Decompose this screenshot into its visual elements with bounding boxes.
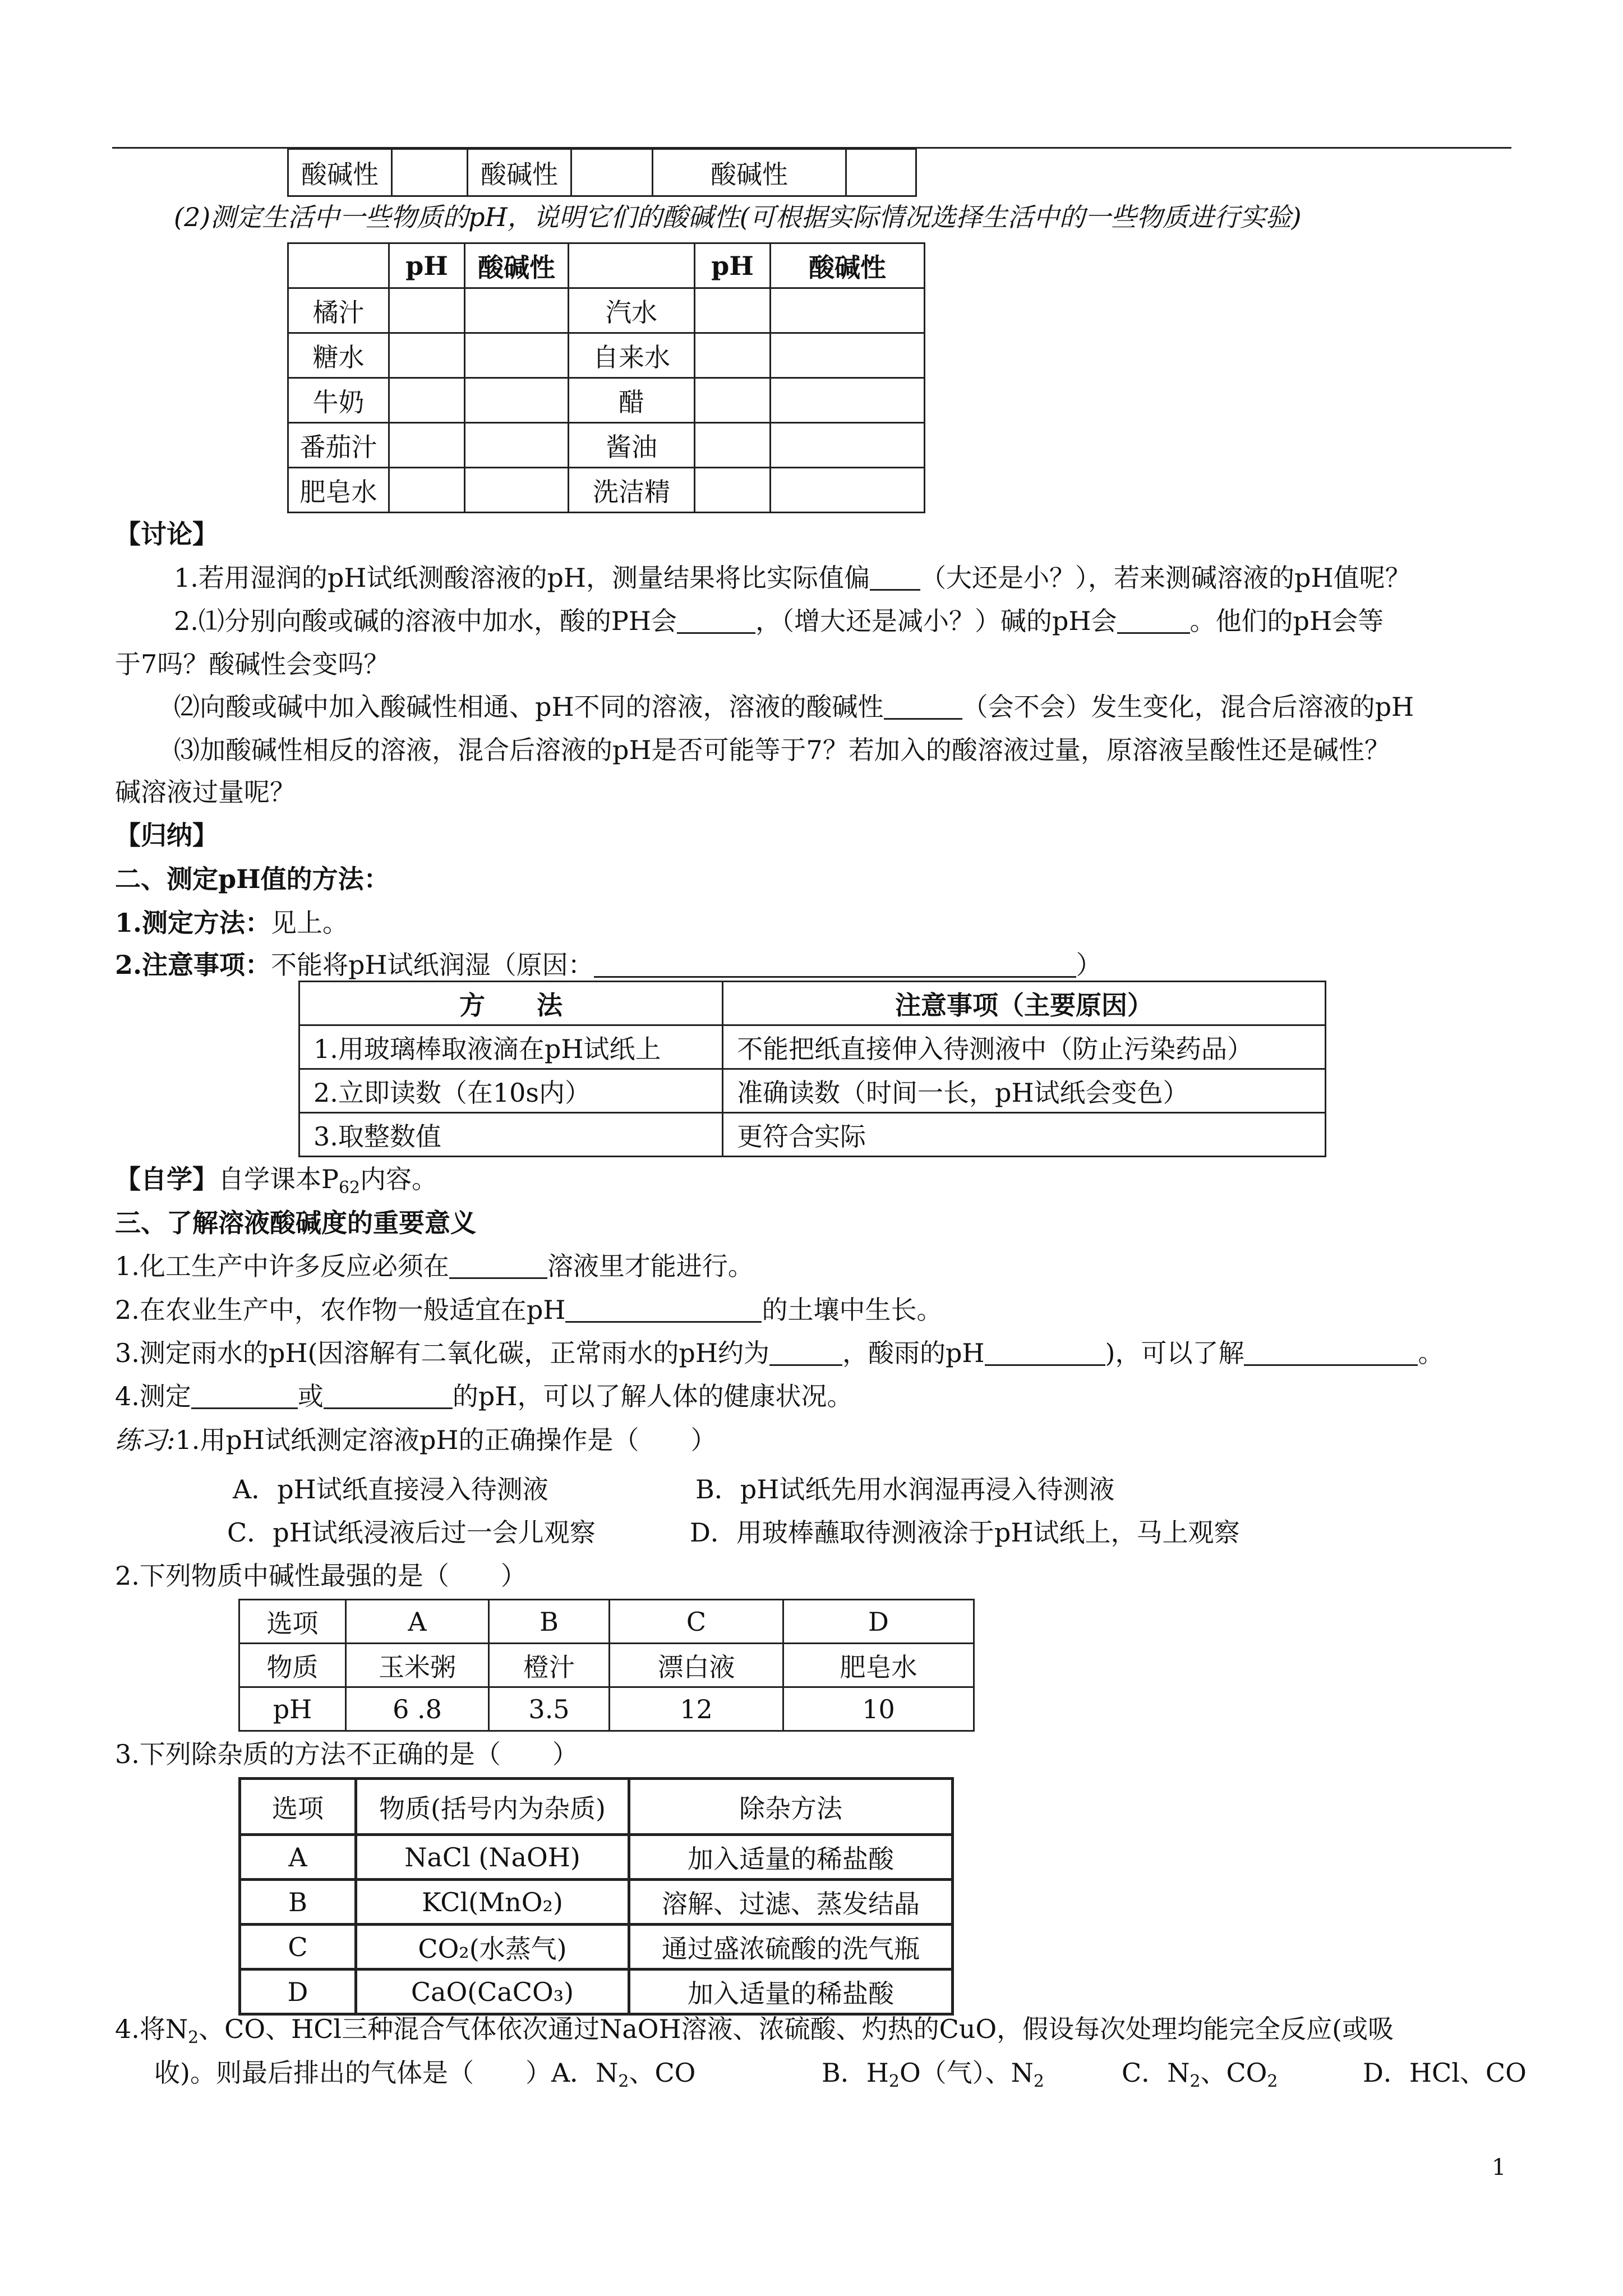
answer-blank xyxy=(884,692,962,720)
acidity-top-row xyxy=(287,148,917,197)
method-header: 方 法 xyxy=(299,982,723,1025)
discussion-q1: 1.若用湿润的pH试纸测酸溶液的pH，测量结果将比实际值偏 （大还是小？），若来测碱溶液的pH值呢？ xyxy=(174,563,1411,593)
discussion-q4: ⑶加酸碱性相反的溶液，混合后溶液的pH是否可能等于7？若加入的酸溶液过量，原溶液呈酸性还是碱性？ xyxy=(174,735,1390,765)
imp-cell: KCl(MnO₂) xyxy=(356,1880,629,1925)
life-item: 牛奶 xyxy=(288,378,389,423)
imp-cell: NaCl (NaOH) xyxy=(356,1835,629,1880)
alk-cell: C xyxy=(610,1600,783,1644)
alk-cell: 10 xyxy=(783,1687,974,1731)
imp-cell: CO₂(水蒸气) xyxy=(356,1925,629,1970)
sec3-line3: 3.测定雨水的pH(因溶解有二氧化碳，正常雨水的pH约为 ，酸雨的pH )，可以了解 。 xyxy=(115,1338,1444,1368)
alk-cell: 3.5 xyxy=(489,1687,610,1731)
discussion-q2: 2.⑴分别向酸或碱的溶液中加水，酸的PH会 ，（增大还是减小？）碱的pH会 。他们的pH会等 xyxy=(174,606,1384,636)
life-item: 酱油 xyxy=(569,423,695,468)
top-blank-1 xyxy=(392,149,468,196)
alk-cell: pH xyxy=(239,1687,346,1731)
life-item: 橘汁 xyxy=(288,288,389,333)
alk-cell: 肥皂水 xyxy=(783,1644,974,1687)
practice-q4-options: 收)。则最后排出的气体是（ ）A．$N_2$、CO xyxy=(154,2058,696,2091)
life-header-acidity: 酸碱性 xyxy=(465,243,569,288)
life-item: 汽水 xyxy=(569,288,695,333)
alk-cell: 6 .8 xyxy=(346,1687,489,1731)
summary-heading: 【归纳】 xyxy=(115,820,218,850)
practice-q4-option-c: C．$N_2$、$CO_2$ xyxy=(1122,2058,1278,2091)
method-1: 1.测定方法：见上。 xyxy=(115,908,349,938)
life-header-ph-2: pH xyxy=(695,243,771,288)
life-item: 番茄汁 xyxy=(288,423,389,468)
notes-cell: 准确读数（时间一长，pH试纸会变色） xyxy=(723,1069,1326,1113)
answer-blank xyxy=(1244,1338,1418,1366)
section3-heading: 三、了解溶液酸碱度的重要意义 xyxy=(115,1208,476,1238)
life-item: 洗洁精 xyxy=(569,468,695,513)
alk-cell: B xyxy=(489,1600,610,1644)
discussion-q4-cont: 碱溶液过量呢？ xyxy=(115,777,296,807)
imp-cell: CaO(CaCO₃) xyxy=(356,1970,629,2014)
life-header-0 xyxy=(288,243,389,288)
method-cell: 1.用玻璃棒取液滴在pH试纸上 xyxy=(299,1025,723,1069)
answer-blank xyxy=(449,1251,547,1279)
practice-q1-option-d: D．用玻棒蘸取待测液涂于pH试纸上，马上观察 xyxy=(690,1517,1240,1548)
life-item: 自来水 xyxy=(569,333,695,378)
answer-blank xyxy=(191,1382,298,1409)
top-cell-2: 酸碱性 xyxy=(468,149,571,196)
reason-blank xyxy=(594,950,1076,978)
life-substances-table xyxy=(287,242,925,513)
method-cell: 2.立即读数（在10s内） xyxy=(299,1069,723,1113)
top-cell-1: 酸碱性 xyxy=(288,149,392,196)
alk-cell: A xyxy=(346,1600,489,1644)
section2-title: (2)测定生活中一些物质的pH，说明它们的酸碱性(可根据实际情况选择生活中的一些物质进行实验) xyxy=(174,202,1302,232)
imp-header: 选项 xyxy=(240,1779,356,1835)
notes-cell: 不能把纸直接伸入待测液中（防止污染药品） xyxy=(723,1025,1326,1069)
discussion-q2-cont: 于7吗？酸碱性会变吗？ xyxy=(115,649,390,679)
practice-q3: 3.下列除杂质的方法不正确的是（ ） xyxy=(115,1739,578,1769)
life-item: 醋 xyxy=(569,378,695,423)
practice-q2: 2.下列物质中碱性最强的是（ ） xyxy=(115,1561,527,1591)
imp-cell: D xyxy=(240,1970,356,2014)
method-cell: 3.取整数值 xyxy=(299,1113,723,1157)
sec3-line4: 4.测定 或 的pH，可以了解人体的健康状况。 xyxy=(115,1381,853,1411)
top-cell-3: 酸碱性 xyxy=(653,149,846,196)
method-2: 2.注意事项：不能将pH试纸润湿（原因： ） xyxy=(115,950,1102,980)
impurity-table xyxy=(238,1777,954,2016)
answer-blank xyxy=(324,1382,453,1409)
top-blank-3 xyxy=(846,149,916,196)
imp-header: 物质(括号内为杂质) xyxy=(356,1779,629,1835)
practice-q1-option-a: A．pH试纸直接浸入待测液 xyxy=(233,1474,548,1504)
practice-q1: 练习:1.用pH试纸测定溶液pH的正确操作是（ ） xyxy=(115,1425,717,1455)
practice-q4-option-d: D．HCl、CO xyxy=(1363,2058,1527,2088)
notes-cell: 更符合实际 xyxy=(723,1113,1326,1157)
page-number: 1 xyxy=(1492,2155,1506,2180)
practice-q4: 4.将$N_2$、CO、HCl三种混合气体依次通过NaOH溶液、浓硫酸、灼热的CuO，假设每次处理均能完全反应(或吸 xyxy=(115,2014,1394,2047)
imp-cell: C xyxy=(240,1925,356,1970)
life-item: 肥皂水 xyxy=(288,468,389,513)
alkalinity-table xyxy=(238,1599,975,1732)
answer-blank xyxy=(985,1338,1105,1366)
practice-q4-option-b: B．$H_2O$（气）、$N_2$ xyxy=(822,2058,1044,2091)
alk-cell: 物质 xyxy=(239,1644,346,1687)
notes-header: 注意事项（主要原因） xyxy=(723,982,1326,1025)
method-table xyxy=(298,981,1326,1157)
sec3-line1: 1.化工生产中许多反应必须在 溶液里才能进行。 xyxy=(115,1251,754,1281)
discussion-q3: ⑵向酸或碱中加入酸碱性相通、pH不同的溶液，溶液的酸碱性 （会不会）发生变化，混合后溶液的pH xyxy=(174,692,1414,722)
imp-cell: B xyxy=(240,1880,356,1925)
imp-header: 除杂方法 xyxy=(629,1779,953,1835)
imp-cell: A xyxy=(240,1835,356,1880)
top-blank-2 xyxy=(571,149,653,196)
alk-cell: 选项 xyxy=(239,1600,346,1644)
practice-q1-option-c: C．pH试纸浸液后过一会儿观察 xyxy=(227,1517,596,1548)
life-header-acidity-2: 酸碱性 xyxy=(771,243,925,288)
imp-cell: 溶解、过滤、蒸发结晶 xyxy=(629,1880,953,1925)
self-study: 【自学】自学课本$P_{62}$内容。 xyxy=(115,1164,437,1198)
answer-blank xyxy=(677,606,755,634)
answer-blank xyxy=(565,1295,762,1323)
alk-cell: 玉米粥 xyxy=(346,1644,489,1687)
alk-cell: 橙汁 xyxy=(489,1644,610,1687)
alk-cell: D xyxy=(783,1600,974,1644)
section2-heading: 二、测定pH值的方法： xyxy=(115,864,390,894)
practice-q1-option-b: B．pH试纸先用水润湿再浸入待测液 xyxy=(695,1474,1115,1504)
life-header-3 xyxy=(569,243,695,288)
alk-cell: 漂白液 xyxy=(610,1644,783,1687)
sec3-line2: 2.在农业生产中，农作物一般适宜在pH 的土壤中生长。 xyxy=(115,1295,943,1325)
imp-cell: 加入适量的稀盐酸 xyxy=(629,1970,953,2014)
alk-cell: 12 xyxy=(610,1687,783,1731)
imp-cell: 加入适量的稀盐酸 xyxy=(629,1835,953,1880)
answer-blank xyxy=(1117,606,1190,634)
answer-blank xyxy=(769,1338,842,1366)
discussion-heading: 【讨论】 xyxy=(115,519,218,549)
answer-blank xyxy=(870,563,920,591)
life-item: 糖水 xyxy=(288,333,389,378)
life-header-ph: pH xyxy=(389,243,465,288)
imp-cell: 通过盛浓硫酸的洗气瓶 xyxy=(629,1925,953,1970)
